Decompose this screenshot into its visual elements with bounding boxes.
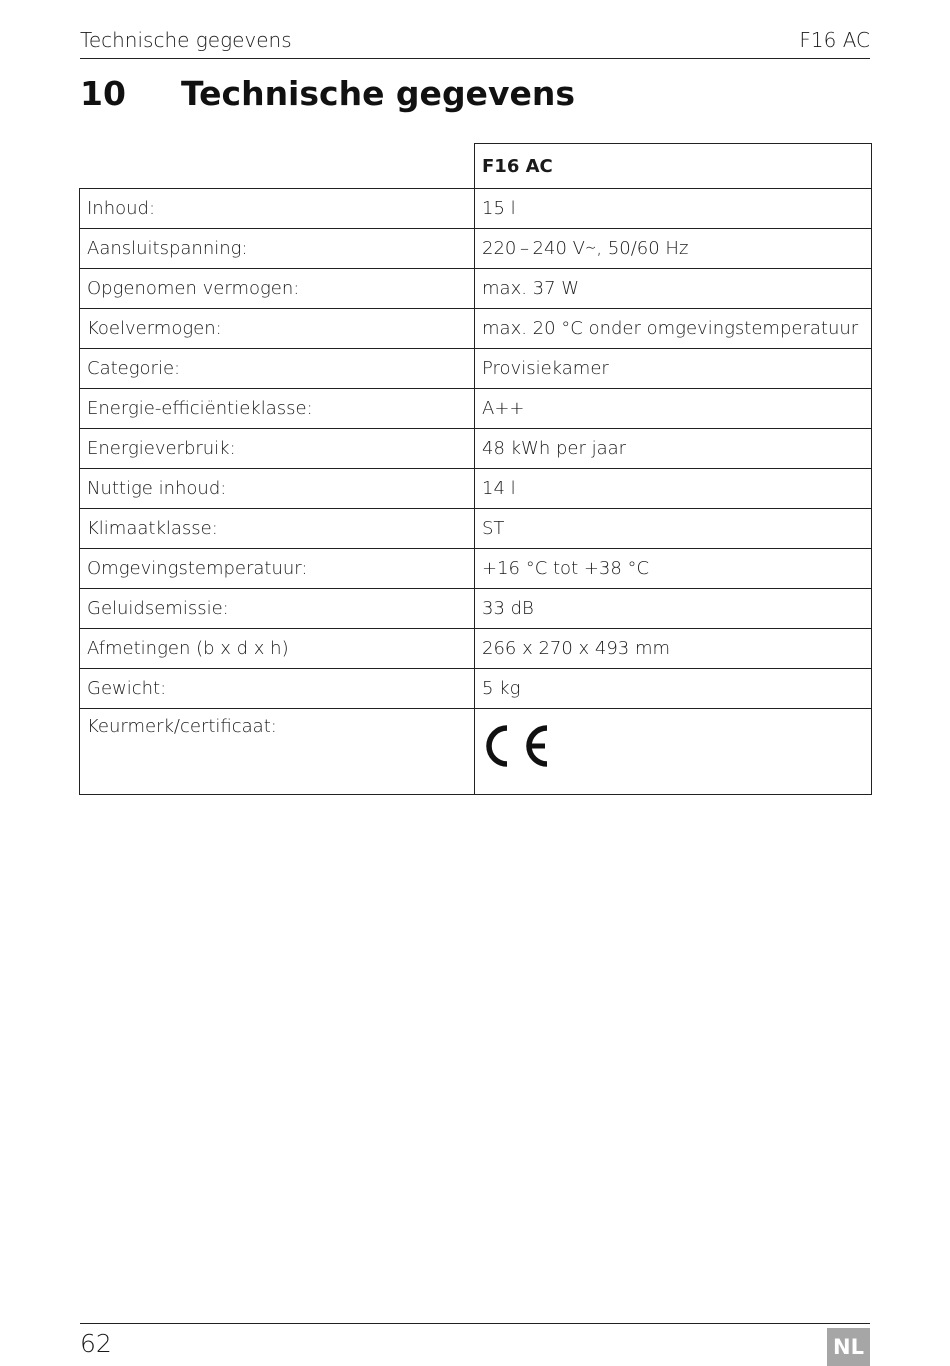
table-row [80,389,872,429]
spec-label: Gewicht: [80,669,475,709]
table-header-row [80,144,872,189]
column-header-model: F16 AC [475,144,872,189]
running-header [80,26,870,59]
spec-label: Afmetingen (b x d x h) [80,629,475,669]
chapter-number: 10 [80,74,126,113]
certificate-label: Keurmerk/certificaat: [80,709,475,795]
spec-value: Provisiekamer [475,349,872,389]
table-row [80,349,872,389]
language-badge: NL [827,1328,870,1366]
table-row [80,669,872,709]
header-blank-cell [80,144,475,189]
table-row [80,629,872,669]
table-row [80,469,872,509]
header-model: F16 AC [799,28,870,52]
table-row [80,509,872,549]
table-row [80,229,872,269]
spec-value: max. 37 W [475,269,872,309]
spec-label: Opgenomen vermogen: [80,269,475,309]
table-row [80,189,872,229]
spec-label: Categorie: [80,349,475,389]
chapter-title: Technische gegevens [181,74,575,113]
page-number: 62 [80,1329,112,1358]
spec-label: Inhoud: [80,189,475,229]
spec-label: Aansluitspanning: [80,229,475,269]
spec-label: Energie-efficiëntieklasse: [80,389,475,429]
spec-value: A++ [475,389,872,429]
spec-value: ST [475,509,872,549]
page-footer [80,1323,870,1366]
ce-mark-icon [485,724,551,768]
spec-value: 5 kg [475,669,872,709]
spec-label: Omgevingstemperatuur: [80,549,475,589]
spec-value: 14 l [475,469,872,509]
spec-value: 33 dB [475,589,872,629]
certificate-value [475,709,872,795]
spec-value: max. 20 °C onder omgevingstemperatuur [475,309,872,349]
spec-value: 48 kWh per jaar [475,429,872,469]
table-row [80,429,872,469]
spec-table [79,143,872,795]
spec-value: 15 l [475,189,872,229]
table-row [80,589,872,629]
spec-label: Geluidsemissie: [80,589,475,629]
table-row [80,549,872,589]
spec-label: Energieverbruik: [80,429,475,469]
spec-label: Klimaatklasse: [80,509,475,549]
spec-value: +16 °C tot +38 °C [475,549,872,589]
table-row [80,269,872,309]
header-section-title: Technische gegevens [80,28,292,52]
spec-value: 220 – 240 V∼, 50/60 Hz [475,229,872,269]
table-row-certificate [80,709,872,795]
spec-label: Koelvermogen: [80,309,475,349]
table-row [80,309,872,349]
spec-label: Nuttige inhoud: [80,469,475,509]
spec-value: 266 x 270 x 493 mm [475,629,872,669]
